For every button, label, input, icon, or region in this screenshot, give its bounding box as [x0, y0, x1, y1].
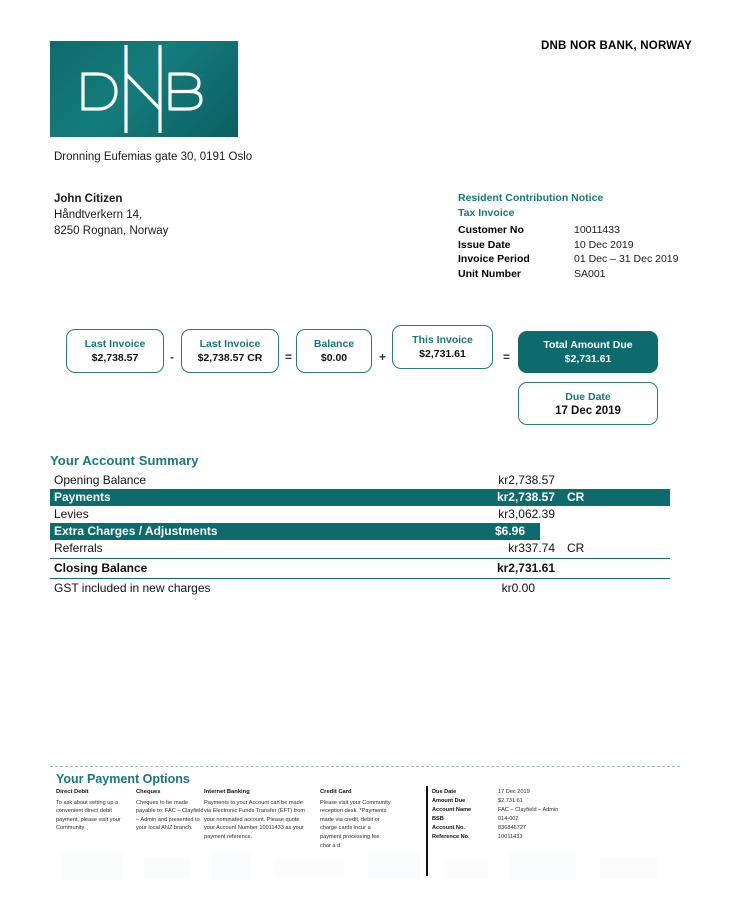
dnb-logo-mark [50, 41, 238, 137]
customer-address-block [54, 191, 168, 239]
background-watermark [52, 847, 692, 893]
box-total-amount-due-amount: $2,731.61 [564, 353, 612, 365]
meta-key-unit-number: Unit Number [458, 267, 521, 280]
summary-label-opening-balance: Opening Balance [54, 473, 147, 487]
table-row [458, 267, 679, 282]
summary-label-gst: GST included in new charges [54, 581, 211, 595]
meta-key-issue-date: Issue Date [458, 238, 511, 251]
box-this-invoice-amount: $2,731.61 [419, 348, 466, 360]
meta-key-invoice-period: Invoice Period [458, 253, 530, 266]
box-this-invoice-label: This Invoice [412, 334, 473, 346]
operator-equals-1: = [285, 350, 293, 364]
summary-value-levies: kr3,062.39 [498, 507, 555, 521]
payment-column-heading: Direct Debit [56, 789, 89, 795]
summary-value-extra-charges: $6.96 [494, 524, 525, 538]
meta-key-customer-no: Customer No [458, 224, 524, 237]
detail-value-account-name: FAC – Clayfield – Admin [498, 807, 559, 814]
payment-column-direct-debit [56, 788, 128, 833]
summary-rule-bottom [50, 578, 670, 579]
invoice-calculation-row [0, 320, 730, 435]
bank-name: DNB NOR BANK, NORWAY [541, 40, 692, 52]
summary-rule-top [50, 558, 670, 559]
summary-label-referrals: Referrals [54, 541, 103, 555]
table-row [50, 580, 670, 597]
box-due-date-value: 17 Dec 2019 [555, 404, 621, 417]
invoice-meta-block [458, 191, 679, 282]
meta-value-customer-no: 10011433 [574, 224, 620, 237]
detail-key-due-date: Due Date [432, 789, 457, 795]
footer-vertical-divider [426, 786, 428, 876]
payment-column-cheques [136, 788, 208, 833]
notice-title: Resident Contribution Notice [458, 192, 604, 204]
box-total-amount-due-label: Total Amount Due [543, 339, 633, 351]
detail-value-bsb: 014-002 [498, 816, 519, 823]
box-last-invoice-label: Last Invoice [84, 338, 146, 350]
tax-invoice-title: Tax Invoice [458, 206, 515, 219]
table-row [432, 833, 558, 842]
account-summary-title: Your Account Summary [50, 453, 199, 468]
detail-key-amount-due: Amount Due [432, 798, 466, 805]
table-row [50, 506, 670, 523]
table-row [50, 540, 670, 557]
summary-label-levies: Levies [54, 507, 89, 521]
bank-street-address: Dronning Eufemias gate 30, 0191 Oslo [54, 151, 253, 163]
payment-column-body: Payments to your Account can be made via Electronic Funds Transfer (EFT) from your nominated account. Please quote your Account Number 10011433 as your payment reference. [204, 799, 306, 840]
summary-label-extra-charges: Extra Charges / Adjustments [54, 524, 218, 538]
payment-details-table [432, 788, 558, 843]
table-row [50, 489, 670, 506]
detail-value-reference-no: 10011433 [498, 834, 523, 841]
box-total-amount-due [518, 331, 658, 373]
box-last-invoice [66, 329, 164, 373]
footer-divider [50, 766, 680, 767]
box-last-invoice-credit [181, 329, 279, 373]
table-row [458, 223, 679, 238]
box-due-date-label: Due Date [565, 390, 611, 403]
table-row [458, 252, 679, 267]
operator-plus: + [379, 350, 387, 364]
summary-cr-referrals: CR [567, 541, 585, 555]
box-last-invoice-credit-label: Last Invoice [199, 338, 261, 350]
table-row [432, 806, 558, 815]
detail-key-account-no: Account No. [432, 825, 465, 832]
payment-column-credit-card [320, 788, 392, 850]
operator-minus: - [170, 350, 174, 364]
table-row [432, 788, 558, 797]
box-last-invoice-amount: $2,738.57 [91, 352, 139, 364]
detail-value-amount-due: $2,731.61 [498, 798, 523, 805]
customer-address-line-2: 8250 Rognan, Norway [54, 225, 169, 237]
detail-value-account-no: 836846727 [498, 825, 526, 832]
payment-column-body: To ask about setting up a convenient direct debit payment, please visit your Community [56, 799, 121, 832]
box-balance-amount: $0.00 [320, 352, 348, 364]
detail-key-bsb: BSB [432, 816, 444, 823]
payment-column-heading: Cheques [136, 789, 161, 795]
table-row [50, 472, 670, 489]
payment-column-body: Please visit your Community reception desk. *Payments made via credit, debit or charge cards incur a payment processing fee. char a d [320, 799, 391, 849]
detail-key-account-name: Account Name [432, 807, 472, 814]
box-last-invoice-credit-amount: $2,738.57 CR [197, 352, 263, 364]
table-row [432, 815, 558, 824]
payment-column-heading: Internet Banking [204, 789, 250, 795]
customer-name: John Citizen [54, 193, 123, 205]
detail-key-reference-no: Reference No. [432, 834, 470, 841]
box-this-invoice [392, 325, 493, 369]
meta-value-issue-date: 10 Dec 2019 [574, 238, 634, 251]
payment-column-heading: Credit Card [320, 789, 352, 795]
table-row [458, 238, 679, 253]
summary-value-closing-balance: kr2,731.61 [496, 561, 555, 575]
detail-value-due-date: 17 Dec 2019 [498, 789, 530, 795]
operator-equals-2: = [503, 350, 511, 364]
table-row [432, 824, 558, 833]
payment-options-title: Your Payment Options [56, 772, 190, 786]
account-summary [50, 453, 670, 597]
meta-value-unit-number: SA001 [574, 267, 606, 280]
meta-value-invoice-period: 01 Dec – 31 Dec 2019 [574, 253, 679, 266]
summary-value-gst: kr0.00 [501, 581, 535, 595]
summary-value-referrals: kr337.74 [508, 541, 555, 555]
box-due-date [518, 382, 658, 425]
table-row [50, 523, 670, 540]
dnb-logo [50, 41, 238, 137]
summary-value-payments: kr2,738.57 [496, 490, 555, 504]
box-balance-label: Balance [313, 338, 355, 350]
summary-value-opening-balance: kr2,738.57 [498, 473, 555, 487]
summary-cr-payments: CR [567, 490, 585, 504]
summary-label-payments: Payments [54, 490, 111, 504]
table-row [432, 797, 558, 806]
invoice-meta-table [458, 223, 679, 281]
box-balance [296, 329, 372, 373]
document-header [0, 0, 730, 150]
payment-column-body: Cheques to be made payable to: FAC – Clayfield – Admin and presented to your local ANZ branch. [136, 799, 204, 832]
summary-label-closing-balance: Closing Balance [54, 561, 148, 575]
payment-column-internet-banking [204, 788, 310, 842]
table-row [50, 560, 670, 577]
customer-address-line-1: Håndtverkern 14, [54, 209, 143, 221]
